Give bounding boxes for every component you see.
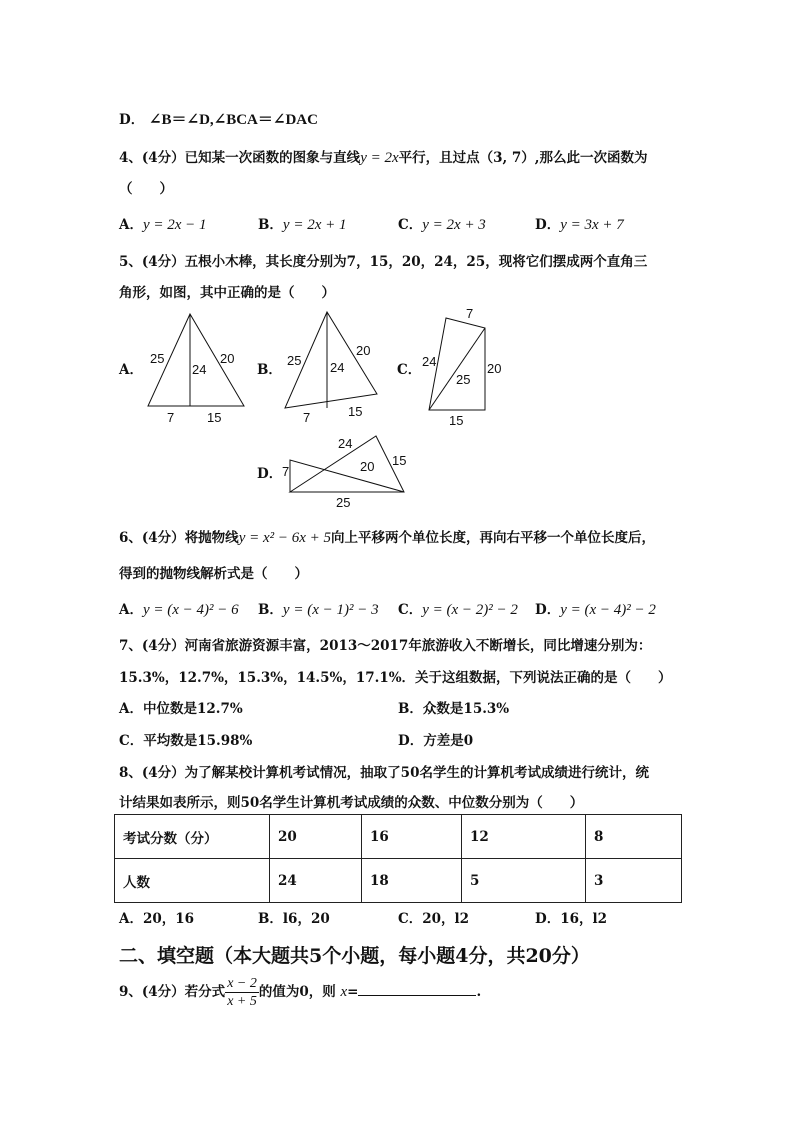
- q3-option-d-letter: D．: [119, 112, 145, 128]
- q7-option-b: B．众数是15.3%: [398, 701, 510, 717]
- fig-d-left: 7: [282, 464, 290, 479]
- section-2-title: 二、填空题（本大题共5个小题，每小题4分，共20分）: [119, 945, 590, 967]
- q6-option-c: C．y = (x − 2)² − 2: [398, 602, 518, 618]
- table-row: [115, 859, 682, 903]
- table-cell: 考试分数（分）: [115, 815, 270, 859]
- q7-line1: 7、(4分）河南省旅游资源丰富，2013～2017年旅游收入不断增长，同比增速分别为：: [119, 638, 652, 654]
- fig-c-top: 7: [466, 306, 474, 321]
- q4-line-expr: y = 2x: [360, 150, 399, 166]
- q5-fig-c: [418, 304, 518, 430]
- q5-fig-b: [280, 306, 390, 426]
- q5-line2: 角形，如图，其中正确的是（ ）: [119, 285, 335, 301]
- fig-a-bl: 7: [167, 410, 175, 425]
- q8-option-d: D．16，l2: [535, 911, 608, 927]
- table-cell: 3: [586, 859, 682, 903]
- q5-line1: 5、(4分）五根小木棒，其长度分别为7，15，20，24，25，现将它们摆成两个直角三: [119, 254, 648, 270]
- q5-fig-a-label: A．: [119, 362, 143, 378]
- fig-d-top: 24: [338, 436, 353, 451]
- q4-option-d: D．y = 3x + 7: [535, 217, 624, 233]
- q5-fig-d-label: D．: [257, 466, 283, 482]
- table-row: [115, 815, 682, 859]
- q5-fig-a: [140, 308, 250, 428]
- fig-a-left: 25: [150, 351, 165, 366]
- q3-option-d: [119, 108, 318, 129]
- q8-option-b: B．l6，20: [258, 911, 330, 927]
- q6-stem: 6、(4分）将抛物线y = x² − 6x + 5向上平移两个单位长度，再向右平移一个单位长度后，: [119, 530, 656, 546]
- q9-fraction: [225, 975, 259, 1010]
- q7-option-d: D．方差是0: [398, 733, 474, 749]
- table-cell: 人数: [115, 859, 270, 903]
- q6-expr: y = x² − 6x + 5: [238, 530, 332, 546]
- fig-d-right: 15: [392, 453, 407, 468]
- fig-b-bl: 7: [303, 410, 311, 425]
- q6-option-d: D．y = (x − 4)² − 2: [535, 602, 656, 618]
- q6-line2: 得到的抛物线解析式是（ ）: [119, 566, 308, 582]
- q9-stem: 9、(4分）若分式 $\frac{x - 2}{x + 5}$ 的值为0，则 x= .: [119, 976, 482, 1009]
- q4-stem: [119, 146, 648, 167]
- fig-c-bottom: 15: [449, 413, 464, 428]
- q5-fig-d: [280, 428, 420, 514]
- q4-paren: （ ）: [119, 181, 173, 197]
- table-cell: 8: [586, 815, 682, 859]
- q9-denominator: x + 5: [227, 994, 257, 1009]
- fig-b-br: 15: [348, 404, 363, 419]
- fig-a-mid: 24: [192, 362, 207, 377]
- q7-line2: 15.3%，12.7%，15.3%，14.5%，17.1%．关于这组数据，下列说法正确的是（ ）: [119, 670, 672, 686]
- fig-d-mid: 20: [360, 459, 375, 474]
- q8-option-c: C．20，l2: [398, 911, 470, 927]
- q8-option-a: A．20，16: [119, 911, 195, 927]
- q4-option-b: B．y = 2x + 1: [258, 217, 347, 233]
- table-cell: 20: [270, 815, 362, 859]
- fig-c-right: 20: [487, 361, 502, 376]
- q6-option-b: B．y = (x − 1)² − 3: [258, 602, 379, 618]
- fig-c-diag: 25: [456, 372, 471, 387]
- q5-fig-b-label: B．: [257, 362, 282, 378]
- q7-option-c: C．平均数是15.98%: [119, 733, 253, 749]
- q5-fig-c-label: C．: [397, 362, 422, 378]
- fig-a-br: 15: [207, 410, 222, 425]
- q4-prefix: 4、(4分）已知某一次函数的图象与直线: [119, 150, 361, 166]
- fig-b-mid: 24: [330, 360, 345, 375]
- table-cell: 12: [462, 815, 586, 859]
- fig-b-left: 25: [287, 353, 302, 368]
- fig-b-right: 20: [356, 343, 371, 358]
- q7-option-a: A．中位数是12.7%: [119, 701, 243, 717]
- q6-option-a: A．y = (x − 4)² − 6: [119, 602, 239, 618]
- table-cell: 24: [270, 859, 362, 903]
- q8-line1: 8、(4分）为了解某校计算机考试情况，抽取了50名学生的计算机考试成绩进行统计，统: [119, 765, 649, 781]
- q9-numerator: x − 2: [227, 976, 257, 991]
- q4-option-c: C．y = 2x + 3: [398, 217, 486, 233]
- table-cell: 5: [462, 859, 586, 903]
- q3-option-d-text: ∠B＝∠D,∠BCA＝∠DAC: [148, 112, 318, 128]
- fig-d-bottom: 25: [336, 495, 351, 510]
- q9-answer-blank[interactable]: [358, 983, 476, 996]
- fig-c-left: 24: [422, 354, 437, 369]
- q8-score-table: [114, 814, 682, 903]
- q4-suffix: 平行，且过点（3, 7）,那么此一次函数为: [398, 150, 648, 166]
- fig-a-right: 20: [220, 351, 235, 366]
- table-cell: 16: [362, 815, 462, 859]
- q4-option-a: A．y = 2x − 1: [119, 217, 207, 233]
- table-cell: 18: [362, 859, 462, 903]
- q8-line2: 计结果如表所示，则50名学生计算机考试成绩的众数、中位数分别为（ ）: [119, 795, 584, 811]
